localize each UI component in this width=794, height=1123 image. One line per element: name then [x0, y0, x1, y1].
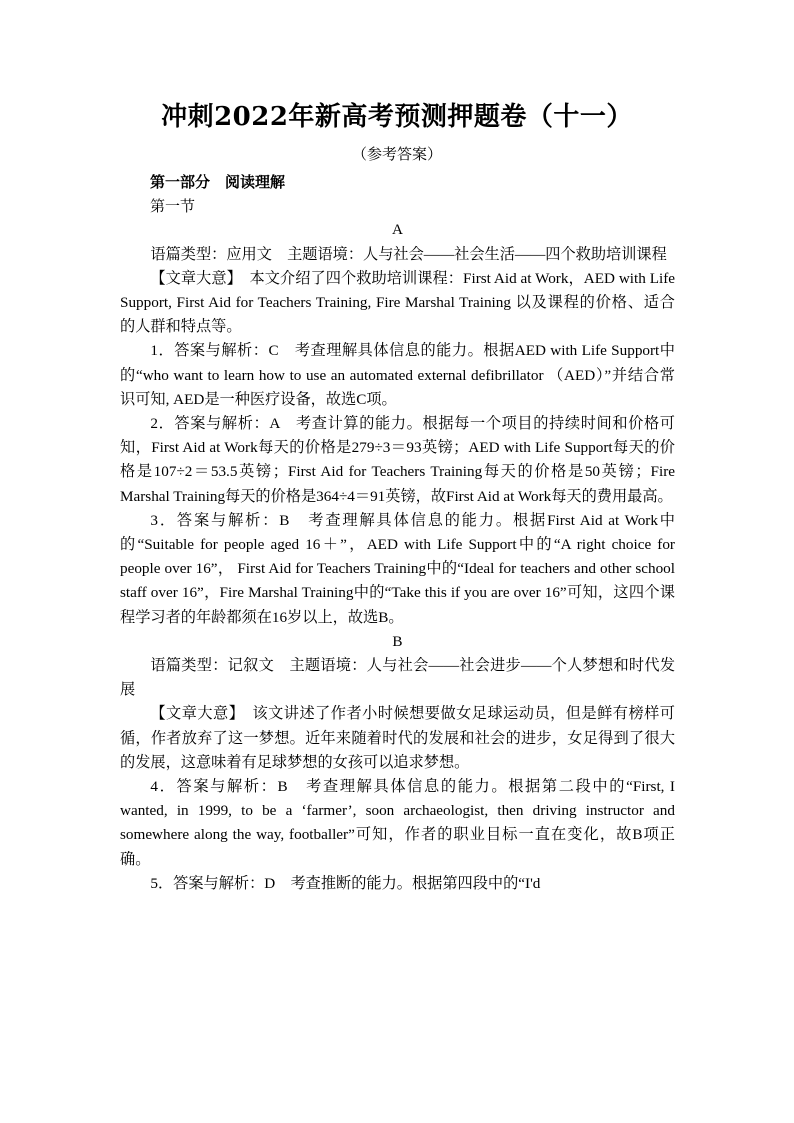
passage-b-type: 语篇类型：记叙文 主题语境：人与社会——社会进步——个人梦想和时代发展	[120, 657, 675, 699]
answer-2: 2．答案与解析：A 考查计算的能力。根据每一个项目的持续时间和价格可知，First Aid at Work每天的价格是279÷3＝93英镑；AED with Life Support每天的价格是107÷2＝53.5英镑；First Aid for Teachers Training每天的价格是50英镑；Fire Marshal Training每天的价格是364÷4＝91英镑，故First Aid at Work每天的费用最高。	[120, 415, 675, 505]
page-subtitle: （参考答案）	[351, 145, 442, 163]
passage-a-label: A	[392, 221, 403, 239]
passage-b-summary: 【文章大意】 该文讲述了作者小时候想要做女足球运动员，但是鲜有榜样可循，作者放弃了这一梦想。近年来随着时代的发展和社会的进步，女足得到了很大的发展，这意味着有足球梦想的女孩可以追求梦想。	[120, 705, 675, 771]
passage-a-type: 语篇类型：应用文 主题语境：人与社会——社会生活——四个救助培训课程	[150, 245, 667, 263]
passage-b-label: B	[392, 632, 403, 650]
answer-1: 1．答案与解析：C 考查理解具体信息的能力。根据AED with Life Support中的“who want to learn how to use an automated external defibrillator （AED）”并结合常识可知, AED是一种医疗设备，故选C项。	[120, 342, 675, 408]
answer-4: 4．答案与解析：B 考查理解具体信息的能力。根据第二段中的“First, I wanted, in 1999, to be a ‘farmer’, soon archaeologist, then driving instructor and somewhere along the way, footballer”可知，作者的职业目标一直在变化，故B项正确。	[120, 778, 675, 868]
answer-content	[120, 170, 675, 896]
page-title: 冲刺2022年新高考预测押题卷（十一）	[161, 102, 633, 132]
answer-5: 5．答案与解析：D 考查推断的能力。根据第四段中的“I'd	[150, 874, 541, 892]
answer-3: 3．答案与解析：B 考查理解具体信息的能力。根据First Aid at Work中的“Suitable for people aged 16＋”，AED with Life Support中的“A right choice for people over 16”， First Aid for Teachers Training中的“Ideal for teachers and other school staff over 16”，Fire Marshal Training中的“Take this if you are over 16”可知，这四个课程学习者的年龄都须在16岁以上，故选B。	[120, 511, 675, 626]
section-heading: 第一节	[150, 197, 196, 216]
part-heading: 第一部分 阅读理解	[150, 173, 286, 191]
passage-a-summary: 【文章大意】 本文介绍了四个救助培训课程：First Aid at Work，AED with Life Support, First Aid for Teachers Training, Fire Marshal Training 以及课程的价格、适合的人群和特点等。	[120, 269, 675, 336]
